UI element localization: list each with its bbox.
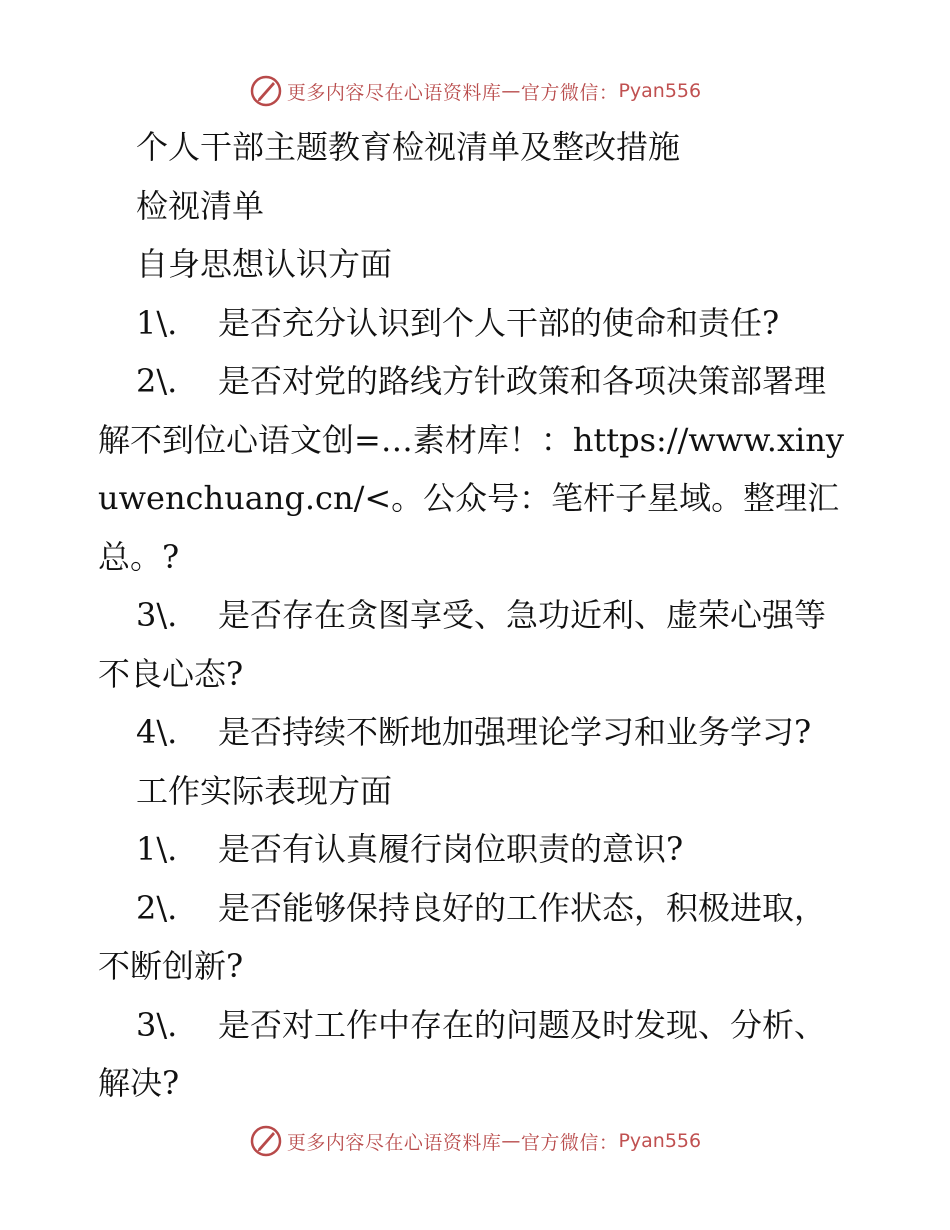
item-text: 是否对党的路线方针政策和各项决策部署理解不到位心语文创=…素材库！：https://www.xinyuwenchuang.cn/<。公众号：笔杆子星域。整理汇总。? bbox=[98, 362, 844, 576]
watermark-main-text: 更多内容尽在心语资料库 bbox=[286, 81, 502, 104]
item-number: 3\. bbox=[136, 1005, 178, 1044]
quill-logo-icon bbox=[249, 1124, 283, 1158]
item-number: 1\. bbox=[136, 303, 178, 342]
quill-logo-icon bbox=[249, 74, 283, 108]
item-text: 是否有认真履行岗位职责的意识? bbox=[218, 830, 684, 868]
item-number: 1\. bbox=[136, 830, 178, 868]
subsection-heading: 自身思想认识方面 bbox=[136, 245, 393, 283]
subsection-heading: 工作实际表现方面 bbox=[136, 771, 393, 810]
document-body bbox=[98, 118, 850, 1113]
item-text: 是否能够保持良好的工作状态，积极进取，不断创新? bbox=[98, 888, 827, 985]
item-text: 是否持续不断地加强理论学习和业务学习? bbox=[218, 713, 812, 751]
watermark-wechat-label: 官方微信： bbox=[520, 81, 619, 104]
list-item bbox=[98, 352, 850, 586]
list-item bbox=[98, 586, 850, 703]
header-watermark bbox=[0, 74, 950, 108]
doc-title: 个人干部主题教育检视清单及整改措施 bbox=[136, 128, 681, 166]
section-heading: 检视清单 bbox=[136, 186, 265, 225]
watermark-handle: Pyan556 bbox=[618, 1130, 702, 1152]
item-text: 是否对工作中存在的问题及时发现、分析、解决? bbox=[98, 1005, 827, 1102]
list-item bbox=[98, 879, 850, 996]
item-number: 2\. bbox=[136, 888, 178, 927]
list-item bbox=[98, 820, 850, 879]
item-text: 是否存在贪图享受、急功近利、虚荣心强等不良心态? bbox=[98, 596, 827, 693]
watermark-handle: Pyan556 bbox=[618, 80, 702, 102]
footer-watermark bbox=[0, 1124, 950, 1158]
item-text: 是否充分认识到个人干部的使命和责任? bbox=[218, 303, 780, 342]
watermark-dash: — bbox=[501, 1130, 521, 1152]
watermark-main-text: 更多内容尽在心语资料库 bbox=[286, 1131, 502, 1154]
list-item bbox=[98, 996, 850, 1113]
item-number: 2\. bbox=[136, 362, 178, 400]
watermark-wechat-label: 官方微信： bbox=[520, 1131, 619, 1154]
list-item bbox=[98, 703, 850, 762]
item-number: 3\. bbox=[136, 596, 178, 634]
list-item bbox=[98, 294, 850, 353]
item-number: 4\. bbox=[136, 713, 178, 751]
watermark-dash: — bbox=[501, 80, 521, 102]
